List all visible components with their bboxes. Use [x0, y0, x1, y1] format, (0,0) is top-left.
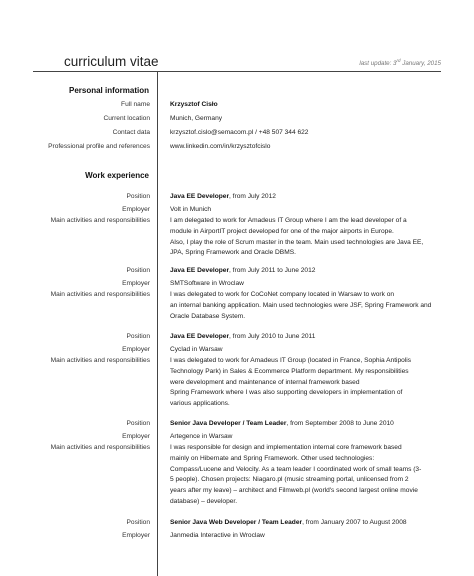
label-contact-data: Contact data [112, 129, 150, 136]
job-4-activity-line: years after my leave) – architect and Filmweb.pl (world's second largest online movie [170, 487, 418, 495]
job-5-position [170, 518, 442, 529]
label-employer: Employer [122, 280, 150, 287]
job-4-activity-line: I was responsible for design and implementation internal core framework based [170, 444, 402, 451]
job-3-position [170, 332, 442, 343]
job-4-position [170, 419, 442, 430]
job-1-activities [170, 216, 442, 259]
job-3-title: Java EE Developer [170, 333, 230, 340]
label-position: Position [126, 519, 150, 526]
job-4-activity-line: database) – developer. [170, 497, 238, 505]
label-position: Position [126, 267, 150, 274]
job-3-activity-line: were development and maintenance of internal framework based [170, 378, 360, 386]
label-current-location: Current location [103, 115, 150, 122]
section-title-personal: Personal information [68, 86, 149, 95]
job-1-activity-line: I am delegated to work for Amadeus IT Group where I am the lead developer of a [170, 217, 407, 224]
job-2-title: Java EE Developer [170, 267, 230, 274]
last-update-suffix: January, 2015 [400, 60, 441, 68]
label-employer: Employer [122, 433, 150, 440]
job-5-title: Senior Java Web Developer / Team Leader [170, 519, 303, 526]
last-update [359, 58, 441, 67]
job-2-activities [170, 290, 442, 322]
job-1-period: , from July 2012 [229, 193, 276, 200]
job-4-period: , from September 2008 to June 2010 [286, 420, 394, 427]
job-3-employer: Cyclad in Warsaw [170, 346, 223, 353]
header-divider [33, 71, 441, 72]
label-activities: Main activities and responsibilities [50, 291, 150, 298]
job-1-position [170, 192, 442, 203]
last-update-prefix: last update: 3 [359, 60, 397, 68]
label-position: Position [126, 193, 150, 200]
job-2-activity-line: an internal banking application. Main used technologies were JSF, Spring Framework and [170, 301, 432, 309]
job-1-employer: Volt in Munich [170, 206, 212, 213]
label-activities: Main activities and responsibilities [50, 357, 150, 364]
job-4-activity-line: 5 people). Chosen projects: Niagaro.pl (music streaming portal, unlicensed from 2 [170, 476, 409, 484]
column-divider [157, 72, 158, 576]
full-name-text: Krzysztof Cisło [170, 101, 218, 108]
label-employer: Employer [122, 532, 150, 539]
job-4-title: Senior Java Developer / Team Leader [170, 420, 287, 427]
job-4-activity-line: Compass/Lucene and Velocity. As a team leader I coordinated work of small teams (3- [170, 465, 422, 473]
job-2-activity-line: I was delegated to work for CoCoNet company located in Warsaw to work on [170, 291, 395, 298]
label-employer: Employer [122, 206, 150, 213]
job-2-position [170, 266, 442, 277]
job-1-activity-line: Also, I play the role of Scrum master in the team. Main used technologies are Java EE, [170, 238, 424, 246]
job-1-activity-line: module in AirportIT project developed for one of the major airports in Europe. [170, 227, 394, 235]
value-contact-data[interactable]: krzysztof.cislo@semacom.pl / +48 507 344 622 [170, 129, 309, 136]
job-3-activity-line: Spring Framework where I was also supporting developers in implementation of [170, 389, 403, 397]
label-position: Position [126, 333, 150, 340]
job-5-employer: Janmedia Interactive in Wroclaw [170, 532, 265, 539]
label-activities: Main activities and responsibilities [50, 444, 150, 451]
label-activities: Main activities and responsibilities [50, 217, 150, 224]
job-3-activity-line: various applications. [170, 400, 230, 408]
job-4-activities [170, 443, 442, 508]
value-current-location: Munich, Germany [170, 115, 223, 122]
job-2-activity-line: Oracle Database System. [170, 312, 246, 320]
label-employer: Employer [122, 346, 150, 353]
job-3-activities [170, 356, 442, 410]
label-full-name: Full name [121, 101, 150, 108]
job-3-period: , from July 2010 to June 2011 [229, 333, 316, 340]
last-update-sup: rd [396, 58, 401, 63]
value-full-name [170, 100, 442, 111]
job-3-activity-line: I was delegated to work for Amadeus IT Group (located in France, Sophia Antipolis [170, 357, 412, 364]
page-title: curriculum vitae [64, 54, 159, 69]
job-5-period: , from January 2007 to August 2008 [302, 519, 407, 526]
job-4-employer: Artegence in Warsaw [170, 433, 233, 440]
value-profile-link[interactable]: www.linkedin.com/in/krzysztofcislo [170, 143, 271, 150]
job-2-employer: SMTSoftware in Wroclaw [170, 280, 244, 287]
job-1-title: Java EE Developer [170, 193, 230, 200]
job-3-activity-line: Technology Park) in Sales & Ecommerce Platform department. My responsibilities [170, 367, 409, 375]
job-1-activity-line: JPA, Spring Framework and Oracle DBMS. [170, 249, 296, 257]
label-position: Position [126, 420, 150, 427]
section-title-work: Work experience [85, 171, 149, 180]
job-2-period: , from July 2011 to June 2012 [229, 267, 316, 274]
job-4-activity-line: mainly on Hibernate and Spring Framework. Other used technologies: [170, 454, 375, 462]
label-professional-profile: Professional profile and references [48, 143, 150, 150]
